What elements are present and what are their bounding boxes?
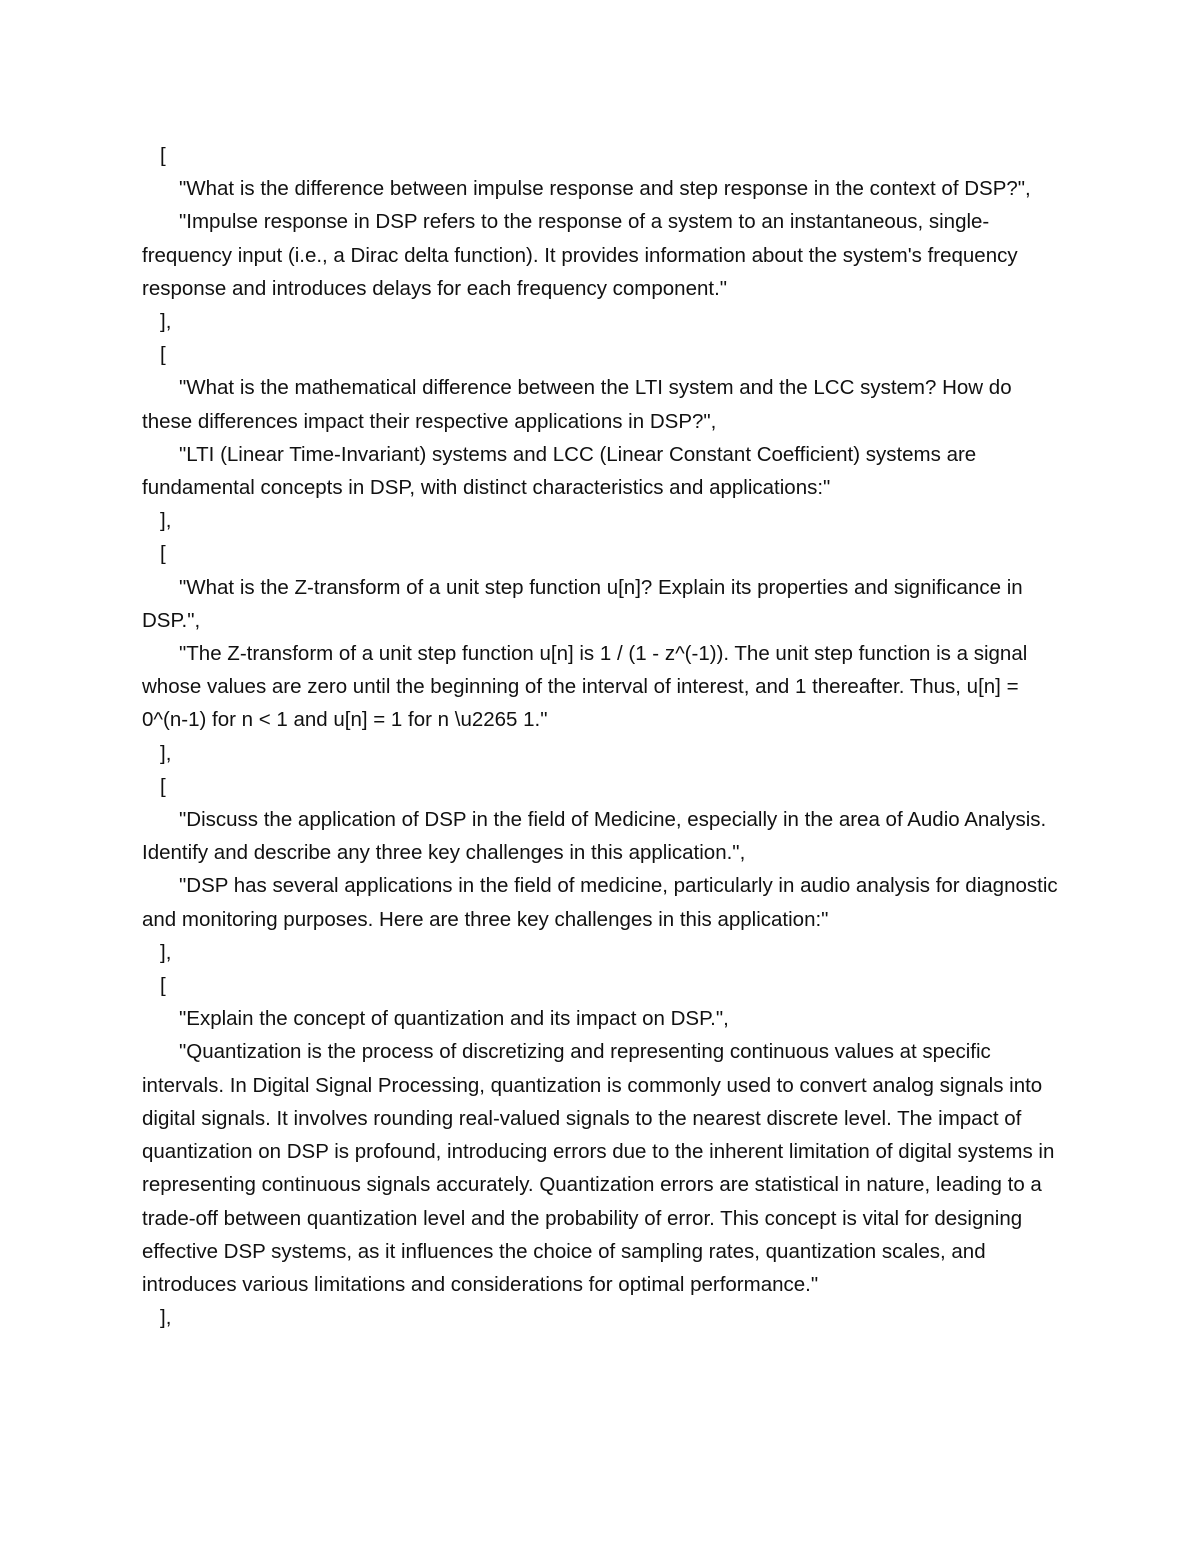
answer-text: "The Z-transform of a unit step function u[n] is 1 / (1 - z^(-1)). The unit step function is a signal whose values are zero until the beginning of the interval of interest, and 1 thereafter. Thus, u[n] = 0^(n-1) for n < 1 and u[n] = 1 for n \u2265 1." <box>142 642 1028 732</box>
open-bracket: [ <box>160 542 166 566</box>
open-bracket: [ <box>160 144 166 167</box>
question-text: "What is the mathematical difference between the LTI system and the LCC system? How do these differences impact their respective applications in DSP?", <box>142 376 1012 433</box>
answer-text: "Quantization is the process of discretizing and representing continuous values at specific intervals. In Digital Signal Processing, quantization is commonly used to convert analog signals into digital signals. It involves rounding real-valued signals to the nearest discrete level. The impact of quantization on DSP is profound, introducing errors due to the inherent limitation of digital systems in representing continuous signals accurately. Quantization errors are statistical in nature, leading to a trade-off between quantization level and the probability of error. This concept is vital for designing effective DSP systems, as it influences the choice of sampling rates, quantization scales, and introduces various limitations and considerations for optimal performance." <box>142 1040 1055 1296</box>
question-text: "Explain the concept of quantization and its impact on DSP.", <box>179 1007 729 1031</box>
qa-entry <box>142 770 1058 969</box>
qa-entry <box>142 139 1058 338</box>
question-text: "What is the Z-transform of a unit step function u[n]? Explain its properties and significance in DSP.", <box>142 575 1023 632</box>
open-bracket: [ <box>160 343 166 367</box>
document-body <box>142 139 1058 1334</box>
qa-entry <box>142 537 1058 769</box>
question-text: "What is the difference between impulse response and step response in the context of DSP?", <box>179 177 1031 201</box>
qa-entry <box>142 969 1058 1334</box>
open-bracket: [ <box>160 774 166 798</box>
qa-entry <box>142 338 1058 537</box>
close-bracket: ], <box>160 940 172 964</box>
answer-text: "Impulse response in DSP refers to the response of a system to an instantaneous, single-frequency input (i.e., a Dirac delta function). It provides information about the system's frequency response and introduces delays for each frequency component." <box>142 210 1018 300</box>
question-text: "Discuss the application of DSP in the field of Medicine, especially in the area of Audio Analysis. Identify and describe any three key challenges in this application.", <box>142 808 1047 865</box>
close-bracket: ], <box>160 741 172 765</box>
close-bracket: ], <box>160 1306 172 1330</box>
close-bracket: ], <box>160 310 172 334</box>
answer-text: "DSP has several applications in the field of medicine, particularly in audio analysis for diagnostic and monitoring purposes. Here are three key challenges in this application:" <box>142 874 1058 931</box>
answer-text: "LTI (Linear Time-Invariant) systems and LCC (Linear Constant Coefficient) systems are fundamental concepts in DSP, with distinct characteristics and applications:" <box>142 442 977 500</box>
close-bracket: ], <box>160 509 172 533</box>
open-bracket: [ <box>160 974 166 998</box>
